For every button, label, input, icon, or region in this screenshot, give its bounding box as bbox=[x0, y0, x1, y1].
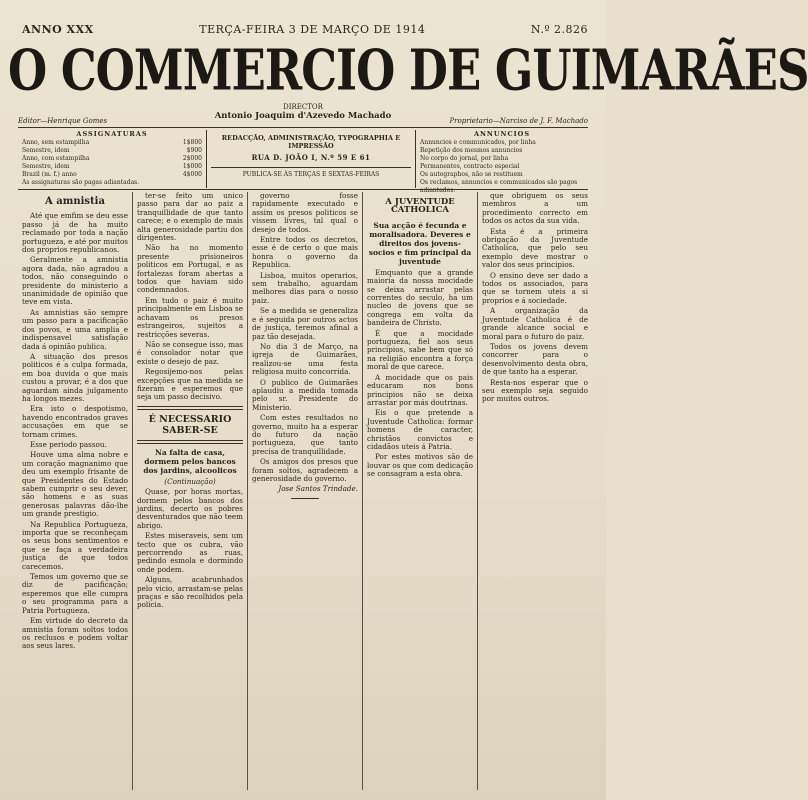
column-1 bbox=[18, 192, 133, 790]
newspaper-title: O COMMERCIO DE GUIMARÃES bbox=[8, 36, 808, 103]
director-name: Antonio Joaquim d'Azevedo Machado bbox=[214, 111, 392, 121]
paragraph: No dia 3 de Março, na igreja de Guimarães, realizou-se uma festa religiosa muito concorrida. bbox=[252, 341, 358, 377]
ads-note: Os reclamos, annuncios e communicados são pagos adiantados. bbox=[420, 179, 578, 194]
column-5 bbox=[478, 192, 592, 790]
paragraph: governo fosse rapidamente executado e assim os presos politicos se vissem livres, tal qual o desejo de todos. bbox=[252, 191, 358, 234]
paragraph: Era isto o despotismo, havendo encontrados graves accusações em que se tornam crimes. bbox=[22, 404, 128, 439]
paragraph: As amnistias são sempre um passo para a pacificação dos povos, e uma amplia e indispensavel satisfação dada á opinião publica. bbox=[22, 307, 128, 351]
info-box bbox=[18, 130, 588, 194]
paragraph: O ensino deve ser dado a todos os associados, para que se tornem uteis a si proprios e á sociedade. bbox=[482, 270, 588, 305]
section-rule bbox=[137, 406, 243, 410]
paragraph: Na Republica Portugueza, importa que se reconheçam os seus bons sentimentos e que se faça a verdadeira justiça de que todos carecemos. bbox=[22, 519, 128, 571]
paragraph: Não se consegue isso, mas é consolador notar que existe o desejo de paz. bbox=[137, 339, 243, 366]
paragraph: ter-se feito um unico passo para dar ao paiz a tranquillidade de que tanto carece; e o exemplo de mais alta generosidade partiu dos dirigentes. bbox=[137, 191, 243, 243]
paragraph: Esse periodo passou. bbox=[30, 439, 107, 449]
paragraph: Temos um governo que se diz de pacificação; esperemos que elle cumpra o seu programma para a Patria Portugueza. bbox=[22, 572, 128, 615]
paragraph: Quase, por horas mortas, dormem pelos bancos dos jardins, decerto os pobres desventurados que não teem abrigo. bbox=[137, 487, 243, 530]
paragraph: Se a medida se generaliza e é seguida por outros actos de justiça, teremos afinal a paz tão desejada. bbox=[252, 306, 358, 341]
ads-title: ANNUNCIOS bbox=[473, 130, 531, 138]
divider bbox=[18, 189, 588, 190]
section-title: É NECESSARIO SABER-SE bbox=[148, 413, 232, 436]
ad-rate: Permanentes, contracto especial bbox=[420, 163, 520, 170]
subscription-row: Semestre, idem 1$000 bbox=[22, 163, 202, 170]
subscriptions-note: As assignaturas são pagas adiantadas. bbox=[22, 179, 140, 186]
subscription-row: Semestre, idem $900 bbox=[22, 147, 202, 154]
ad-rate: Annuncios e communicados, por linha bbox=[420, 139, 536, 146]
issue-date: TERÇA-FEIRA 3 DE MARÇO DE 1914 bbox=[199, 22, 426, 36]
ad-rate: Os autographos, não se restituem bbox=[420, 171, 523, 178]
paragraph: É que a mocidade portugueza, fiel aos seus principios, sabe bem que só na religião encontra a força moral de que carece. bbox=[367, 328, 473, 372]
proprietor-name: Proprietario—Narciso de J. F. Machado bbox=[449, 117, 588, 125]
short-rule bbox=[291, 498, 319, 499]
column-4 bbox=[363, 192, 478, 790]
divider bbox=[18, 127, 588, 128]
paragraph: Em virtude do decreto da amnistia foram soltos todos os reclusos e podem voltar aos seus lares. bbox=[22, 616, 128, 651]
paragraph: Os amigos dos presos que foram soltos, agradecem a generosidade do governo. bbox=[252, 457, 358, 483]
ad-rate: Repetição dos mesmos annuncios bbox=[420, 147, 523, 154]
subscriptions-box bbox=[18, 130, 207, 188]
anno-label: ANNO XXX bbox=[22, 22, 94, 36]
office-label: REDACÇÃO, ADMINISTRAÇÃO, TYPOGRAPHIA E IMPRESSÃO bbox=[221, 134, 401, 150]
paragraph: Eis o que pretende a Juventude Catholica: formar homens de caracter, christãos convictos e cidadãos uteis á Patria. bbox=[367, 408, 473, 451]
section-subhead: Na falta de casa, dormem pelos bancos dos jardins, alcoolicos bbox=[143, 447, 237, 475]
paragraph: Alguns, acabrunhados pelo vicio, arrastam-se pelas praças e são recolhidos pela policia. bbox=[137, 575, 243, 610]
dateline bbox=[22, 20, 588, 38]
paragraph: A mocidade que os pais educaram nos bons principios não se deixa arrastar por más doutrinas. bbox=[367, 372, 473, 407]
paragraph: A organização da Juventude Catholica é de grande alcance social e moral para o futuro do paiz. bbox=[482, 306, 588, 341]
subscription-row: Anno, sem estampilha 1$800 bbox=[22, 139, 202, 146]
paragraph: Esta é a primeira obrigação da Juventude Catholica, que pelo seu exemplo deve mostrar o valor dos seus principios. bbox=[482, 226, 588, 270]
paragraph: Emquanto que a grande maioria da nossa mocidade se deixa arrastar pelas correntes do seculo, ha um nucleo de jovens que se congrega em volta da bandeira de Christo. bbox=[367, 267, 473, 328]
section-rule bbox=[137, 440, 243, 444]
paragraph: Geralmente a amnistia agora dada, não agradou a todos, não conseguindo o presidente do ministerio a unanimidade de opinião que teve em vista. bbox=[22, 255, 128, 307]
paragraph: Houve uma alma nobre e um coração magnanimo que deu um exemplo frisante de que Presidentes do Estado sabem cumprir o seu dever, são homens e as suas generosas palavras dão-lhe um grande prestigio. bbox=[22, 450, 128, 519]
office-box bbox=[207, 130, 416, 188]
column-3 bbox=[248, 192, 363, 790]
paragraph: Em tudo o paiz é muito principalmente em Lisboa se achavam os presos estrangeiros, sujeitos a restricções severas. bbox=[137, 295, 243, 339]
article-title: A amnistia bbox=[45, 196, 105, 207]
paragraph: Não ha no momento presente prisioneiros politicos em Portugal, e as fortalezas foram abertas a todos que haviam sido condemnados. bbox=[137, 243, 243, 295]
article-title: A JUVENTUDE CATHOLICA bbox=[385, 197, 455, 216]
editor-line bbox=[18, 117, 588, 125]
subscription-row: Brazil (m. f.) anno 4$000 bbox=[22, 171, 202, 178]
paragraph: Estes miseraveis, sem um tecto que os cubra, vão percorrendo as ruas, pedindo esmola e dormindo onde podem. bbox=[137, 531, 243, 574]
article-columns bbox=[18, 192, 592, 790]
paragraph: Regosijemo-nos pelas excepções que na medida se fizeram e esperemos que seja um passo decisivo. bbox=[137, 367, 243, 402]
article-signature: Jose Santos Trindade. bbox=[278, 484, 358, 494]
issue-number: N.º 2.826 bbox=[530, 22, 588, 36]
article-subhead: Sua acção é fecunda e moralisadora. Deveres e direitos dos jovens-socios e fim principal da juventude bbox=[368, 220, 472, 266]
editor-name: Editor—Henrique Gomes bbox=[18, 117, 108, 125]
paragraph: Entre todos os decretos, esse é de certo o que mais honra o governo da Republica. bbox=[252, 235, 358, 270]
subscriptions-title: ASSIGNATURAS bbox=[76, 130, 148, 138]
paragraph: Resta-nos esperar que o seu exemplo seja seguido por muitos outros. bbox=[482, 377, 588, 404]
continuation-note: (Continuação) bbox=[164, 476, 216, 486]
ads-box bbox=[416, 130, 588, 194]
subscription-row: Anno, com estampilha 2$000 bbox=[22, 155, 202, 162]
column-2 bbox=[133, 192, 248, 790]
paragraph: que obriguem os seus membros a um procedimento correcto em todos os actos da sua vida. bbox=[482, 191, 588, 226]
paragraph: Lisboa, muitos operarios, sem trabalho, aguardam melhores dias para o nosso paiz. bbox=[252, 270, 358, 305]
paragraph: O publico de Guimarães aplaudiu a medida tomada pelo sr. Presidente do Ministerio. bbox=[252, 377, 358, 412]
ad-rate: No corpo do jornal, por linha bbox=[420, 155, 509, 162]
paragraph: Todos os jovens devem concorrer para o desenvolvimento desta obra, de que tanto ha a esperar. bbox=[482, 341, 588, 377]
director-label: DIRECTOR bbox=[283, 103, 323, 111]
publication-days: PUBLICA-SE ÀS TERÇAS E SEXTAS-FEIRAS bbox=[211, 167, 411, 179]
paragraph: Até que emfim se deu esse passo já de ha muito reclamado por toda a nação portugueza, e até por muitos dos proprios republicanos. bbox=[22, 211, 128, 255]
office-address: RUA D. JOÃO I, N.º 59 E 61 bbox=[251, 153, 371, 162]
paragraph: A situação dos presos politicos é a culpa formada, em boa duvida o que mais custou a provar, é a dos que aguardam ainda julgamento ha longos mezes. bbox=[22, 351, 128, 403]
paragraph: Com estes resultados no governo, muito ha a esperar do futuro da nação portugueza, que tanto precisa de tranquillidade. bbox=[252, 413, 358, 456]
paragraph: Por estes motivos são de louvar os que com dedicação se consagram a esta obra. bbox=[367, 452, 473, 479]
